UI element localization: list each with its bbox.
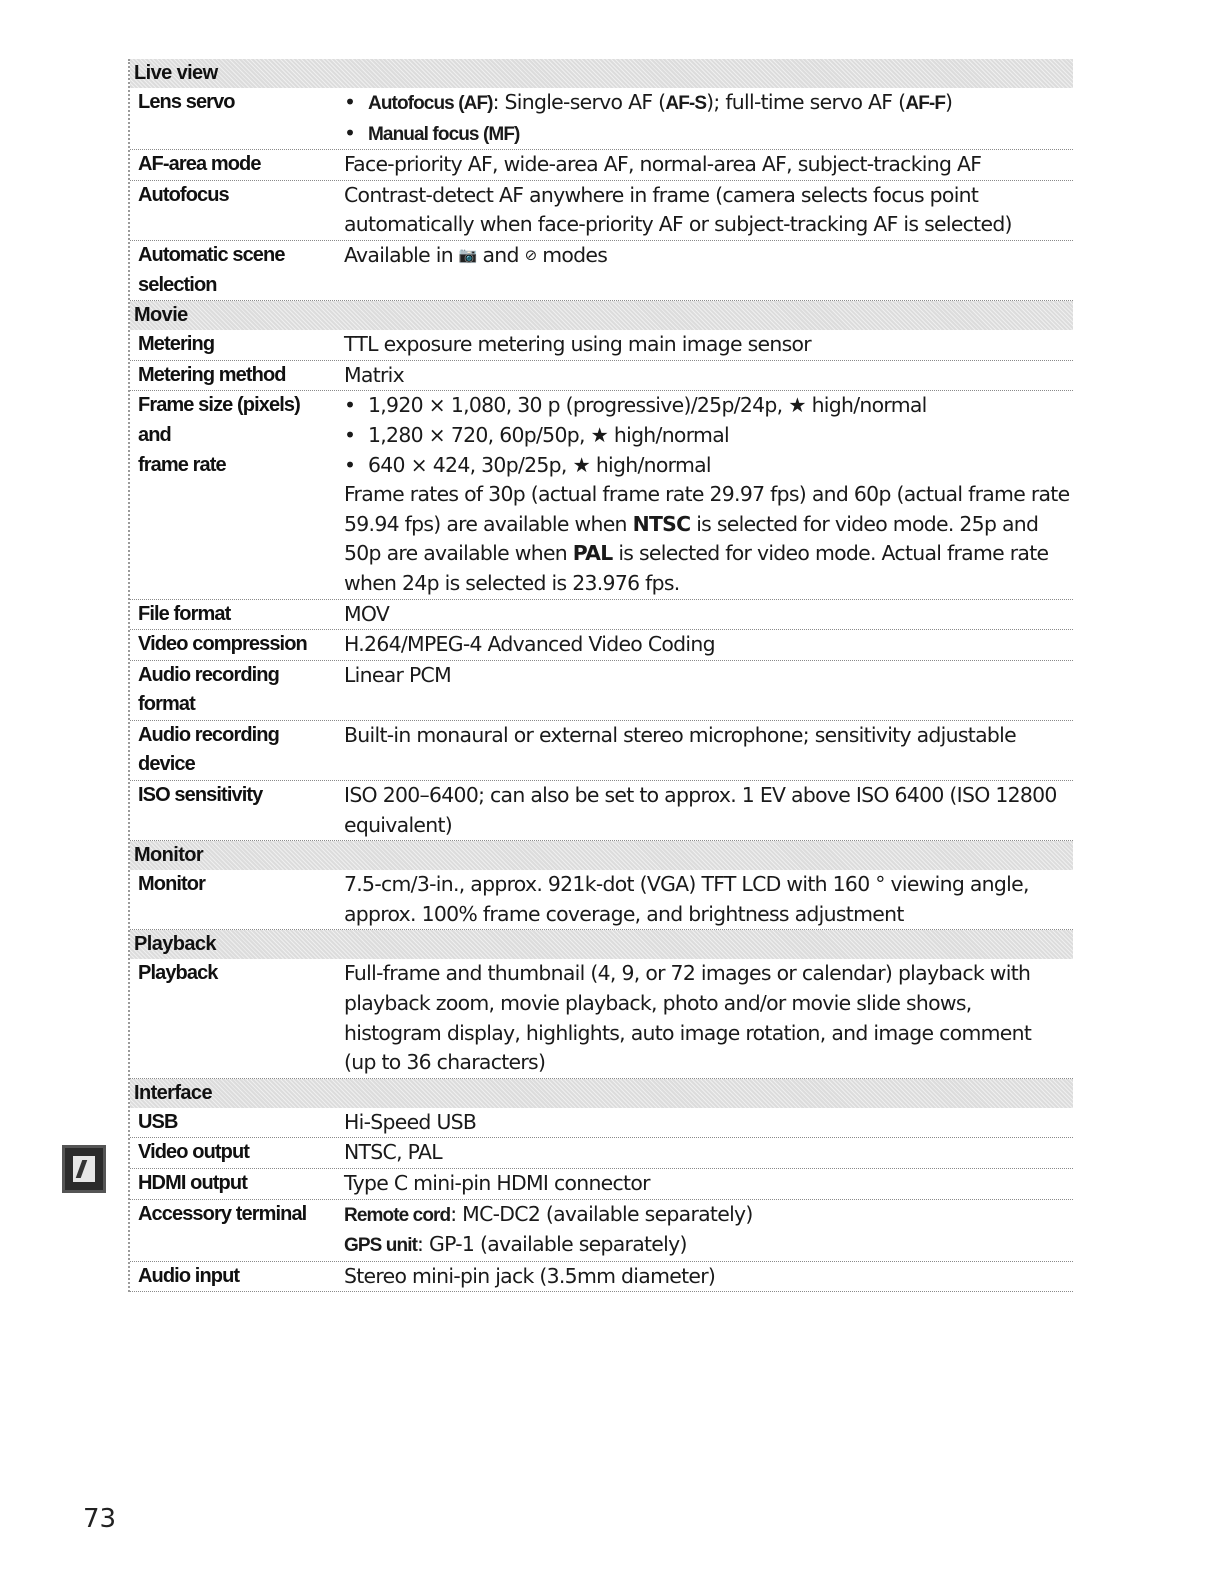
spec-label: Audio recording device xyxy=(138,723,279,776)
spec-row-video-compression xyxy=(130,630,1073,661)
reference-section-icon xyxy=(62,1145,106,1193)
spec-row-accessory-terminal xyxy=(130,1200,1073,1262)
flash-off-mode-icon: ⊘ xyxy=(524,246,537,265)
spec-value: Full-frame and thumbnail (4, 9, or 72 images or calendar) playback with playback zoom, movie playback, photo and/or movie slide shows, histogram display, highlights, auto image rotation, and image comment (up to 36 characters) xyxy=(344,961,1032,1075)
spec-row-audio-input xyxy=(130,1262,1073,1293)
spec-value: Contrast-detect AF anywhere in frame (camera selects focus point automatically when face-priority AF or subject-tracking AF is selected) xyxy=(344,182,1012,237)
spec-row-hdmi-output xyxy=(130,1169,1073,1200)
spec-row-iso-sensitivity xyxy=(130,781,1073,841)
spec-row-metering-method xyxy=(130,361,1073,392)
bullet-item: • 1,920 × 1,080, 30 p (progressive)/25p/24p, ★ high/normal xyxy=(344,393,927,418)
spec-value: Stereo mini-pin jack (3.5mm diameter) xyxy=(344,1263,716,1288)
spec-value: Hi-Speed USB xyxy=(344,1109,477,1134)
section-header-playback: Playback xyxy=(130,930,1073,959)
spec-value: TTL exposure metering using main image sensor xyxy=(344,332,811,357)
spec-value xyxy=(334,391,1073,598)
spec-label: AF-area mode xyxy=(138,153,261,176)
side-tab-glyph xyxy=(73,1156,95,1182)
spec-table xyxy=(128,59,1073,1292)
section-header-movie: Movie xyxy=(130,301,1073,330)
auto-mode-icon: 📷 xyxy=(458,246,477,265)
spec-value: Available in 📷 and ⊘ modes xyxy=(334,241,1073,300)
spec-row-lens-servo xyxy=(130,88,1073,150)
spec-label: Accessory terminal xyxy=(138,1202,307,1225)
spec-label: Automatic scene selection xyxy=(138,243,285,296)
spec-label: Frame size (pixels) and frame rate xyxy=(138,394,300,476)
spec-label: HDMI output xyxy=(138,1172,247,1194)
spec-row-metering xyxy=(130,330,1073,361)
spec-label: Autofocus xyxy=(138,183,229,206)
spec-row-audio-recording-device xyxy=(130,721,1073,781)
spec-value: NTSC, PAL xyxy=(344,1140,442,1165)
spec-value: ISO 200–6400; can also be set to approx. 1 EV above ISO 6400 (ISO 12800 equivalent) xyxy=(344,783,1057,837)
section-header-interface: Interface xyxy=(130,1079,1073,1108)
spec-row-monitor xyxy=(130,870,1073,930)
spec-value: H.264/MPEG-4 Advanced Video Coding xyxy=(344,632,715,657)
spec-row-playback xyxy=(130,959,1073,1078)
spec-value: MOV xyxy=(344,601,390,626)
spec-value: Remote cord: MC-DC2 (available separately) GPS unit: GP-1 (available separately) xyxy=(344,1201,753,1257)
spec-row-frame-size xyxy=(130,391,1073,599)
bullet-item: • 640 × 424, 30p/25p, ★ high/normal xyxy=(344,452,711,477)
spec-value xyxy=(334,88,1073,149)
spec-label: Playback xyxy=(138,962,218,985)
spec-label: ISO sensitivity xyxy=(138,784,263,807)
page-number: 73 xyxy=(83,1504,117,1534)
spec-label: Video output xyxy=(138,1141,250,1164)
spec-label: USB xyxy=(138,1110,178,1133)
spec-value: 7.5-cm/3-in., approx. 921k-dot (VGA) TFT LCD with 160 ° viewing angle, approx. 100% frame coverage, and brightness adjustment xyxy=(344,872,1029,926)
spec-value: Type C mini-pin HDMI connector xyxy=(344,1171,650,1195)
spec-label: Audio input xyxy=(138,1264,240,1287)
spec-value: Matrix xyxy=(344,362,404,387)
spec-label: Video compression xyxy=(138,633,307,656)
section-header-live-view: Live view xyxy=(130,59,1073,88)
spec-value: Built-in monaural or external stereo microphone; sensitivity adjustable xyxy=(344,722,1016,747)
spec-label: Lens servo xyxy=(138,91,235,113)
spec-label: Monitor xyxy=(138,873,206,896)
spec-row-af-area-mode xyxy=(130,150,1073,181)
spec-label: File format xyxy=(138,602,231,625)
spec-row-automatic-scene-selection xyxy=(130,241,1073,301)
spec-row-autofocus xyxy=(130,181,1073,241)
bullet-item: • Autofocus (AF): Single-servo AF (AF-S); full-time servo AF (AF-F) xyxy=(344,90,953,114)
spec-row-video-output xyxy=(130,1138,1073,1169)
section-header-monitor: Monitor xyxy=(130,841,1073,870)
spec-row-usb xyxy=(130,1108,1073,1139)
bullet-item: • Manual focus (MF) xyxy=(344,120,520,145)
spec-label: Metering method xyxy=(138,363,286,386)
spec-value: Linear PCM xyxy=(344,662,451,687)
spec-row-file-format xyxy=(130,600,1073,631)
bullet-item: • 1,280 × 720, 60p/50p, ★ high/normal xyxy=(344,422,729,447)
frame-rate-note: Frame rates of 30p (actual frame rate 29.97 fps) and 60p (actual frame rate 59.94 fps) are available when NTSC is selected for video mode. 25p and 50p are available when PAL is selected for video mode. Actual frame rate when 24p is selected is 23.976 fps. xyxy=(344,482,1070,595)
spec-label: Audio recording format xyxy=(138,663,279,716)
spec-row-audio-recording-format xyxy=(130,661,1073,721)
spec-value: Face-priority AF, wide-area AF, normal-area AF, subject-tracking AF xyxy=(344,152,982,177)
spec-label: Metering xyxy=(138,333,215,356)
